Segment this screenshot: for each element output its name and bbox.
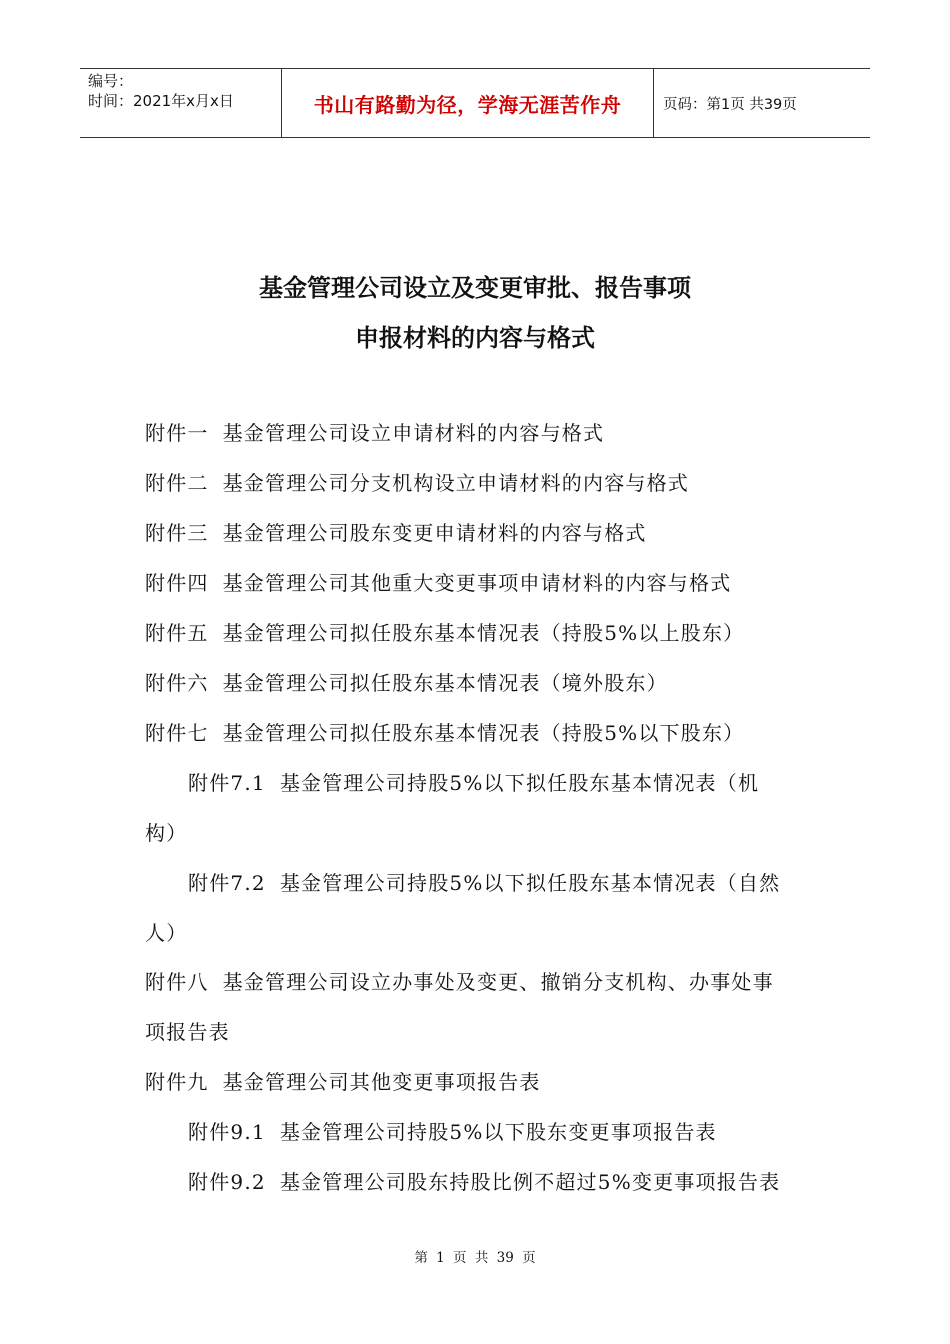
- time-label: 时间：2021年x月x日: [88, 92, 234, 110]
- serial-label: 编号：: [88, 72, 134, 90]
- list-item: 附件9.2 基金管理公司股东持股比例不超过5%变更事项报告表: [188, 1170, 781, 1194]
- list-item-continuation: 构）: [145, 821, 188, 845]
- list-item: 附件二 基金管理公司分支机构设立申请材料的内容与格式: [145, 471, 690, 495]
- list-item-continuation: 人）: [145, 921, 188, 945]
- list-item: 附件一 基金管理公司设立申请材料的内容与格式: [145, 421, 605, 445]
- list-item: 附件九 基金管理公司其他变更事项报告表: [145, 1070, 541, 1094]
- list-item: 附件三 基金管理公司股东变更申请材料的内容与格式: [145, 521, 647, 545]
- list-item: 附件7.1 基金管理公司持股5%以下拟任股东基本情况表（机: [188, 771, 760, 795]
- list-item: 附件八 基金管理公司设立办事处及变更、撤销分支机构、办事处事: [145, 970, 774, 994]
- list-item: 附件9.1 基金管理公司持股5%以下股东变更事项报告表: [188, 1120, 717, 1144]
- header-meta: [80, 69, 282, 137]
- list-item: 附件四 基金管理公司其他重大变更事项申请材料的内容与格式: [145, 571, 732, 595]
- page-footer: 第 1 页 共 39 页: [414, 1250, 536, 1266]
- list-item: 附件7.2 基金管理公司持股5%以下拟任股东基本情况表（自然: [188, 871, 781, 895]
- header-page-info: [654, 69, 870, 137]
- motto-text: 书山有路勤为径，学海无涯苦作舟: [313, 92, 622, 117]
- document-title-line1: 基金管理公司设立及变更审批、报告事项: [259, 273, 691, 302]
- page-header: [80, 68, 870, 138]
- list-item: 附件七 基金管理公司拟任股东基本情况表（持股5%以下股东）: [145, 721, 745, 745]
- list-item-continuation: 项报告表: [145, 1020, 230, 1044]
- page-info-text: 页码：第1页 共39页: [663, 96, 797, 113]
- list-item: 附件六 基金管理公司拟任股东基本情况表（境外股东）: [145, 671, 668, 695]
- document-title-line2: 申报材料的内容与格式: [355, 323, 595, 352]
- header-motto-cell: [282, 69, 654, 137]
- list-item: 附件五 基金管理公司拟任股东基本情况表（持股5%以上股东）: [145, 621, 745, 645]
